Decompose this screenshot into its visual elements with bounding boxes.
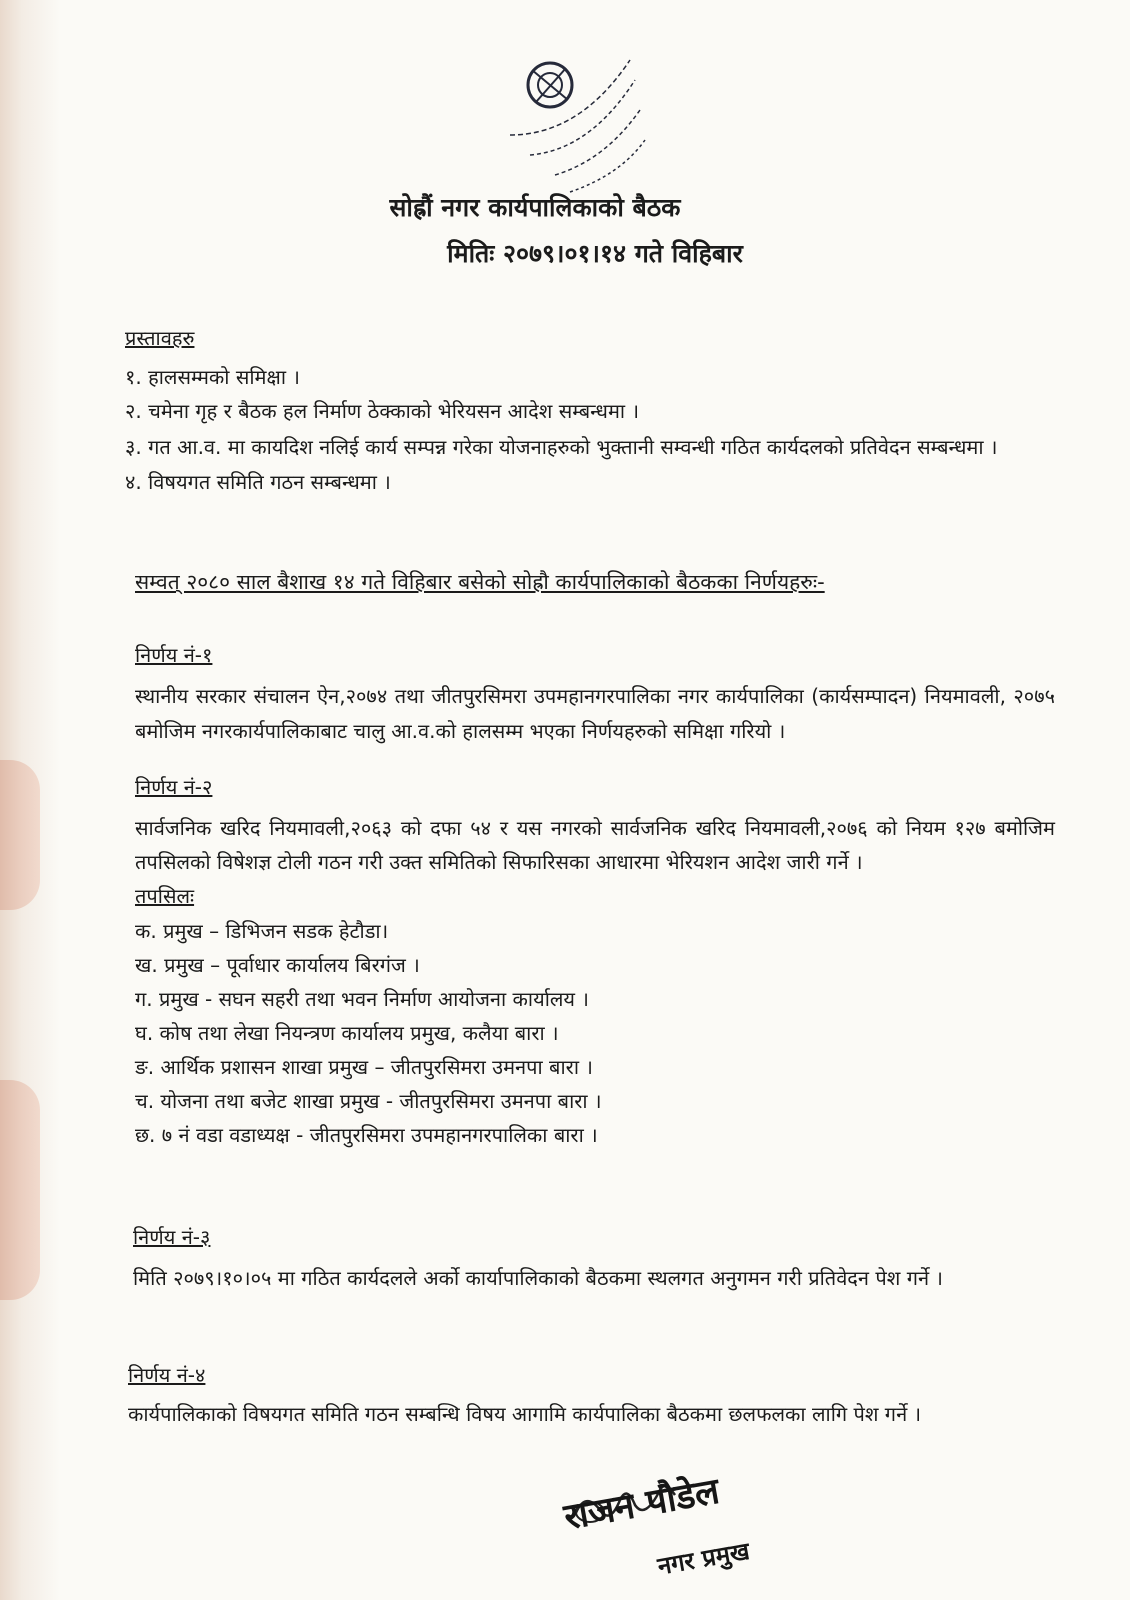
- decision-label: निर्णय नं-४: [128, 1363, 206, 1387]
- decision-text: सार्वजनिक खरिद नियमावली,२०६३ को दफा ५४ र यस नगरको सार्वजनिक खरिद नियमावली,२०७६ को नियम १२७ बमोजिम तपसिलको विषेशज्ञ टोली गठन गरी उक्त समितिको सिफारिसका आधारमा भेरियशन आदेश जारी गर्ने ।: [135, 816, 1055, 874]
- list-item: च. योजना तथा बजेट शाखा प्रमुख - जीतपुरसिमरा उमनपा बारा ।: [135, 1089, 602, 1113]
- proposal-item: २. चमेना गृह र बैठक हल निर्माण ठेक्काको भेरियसन आदेश सम्बन्धमा ।: [125, 399, 640, 423]
- proposals-heading: प्रस्तावहरु: [125, 326, 195, 350]
- signatory-name: राजन पौडेल: [561, 1470, 723, 1539]
- decision-label: निर्णय नं-२: [135, 775, 213, 799]
- decision-text: कार्यपालिकाको विषयगत समिति गठन सम्बन्धि विषय आगामि कार्यपालिका बैठकमा छलफलका लागि पेश गर्ने ।: [128, 1402, 922, 1426]
- decision-2: [135, 772, 1055, 1151]
- proposals-section: [125, 323, 1055, 498]
- decision-label: निर्णय नं-३: [133, 1225, 211, 1249]
- list-item: घ. कोष तथा लेखा नियन्त्रण कार्यालय प्रमुख, कलैया बारा ।: [135, 1021, 559, 1045]
- proposal-item: ३. गत आ.व. मा कायदिश नलिई कार्य सम्पन्न गरेका योजनाहरुको भुक्तानी सम्वन्धी गठित कार्यदलको प्रतिवेदन सम्बन्धमा ।: [125, 435, 998, 459]
- decision-text: मिति २०७९।१०।०५ मा गठित कार्यदलले अर्को कार्यापालिकाको बैठकमा स्थलगत अनुगमन गरी प्रतिवेदन पेश गर्ने ।: [133, 1266, 944, 1290]
- proposal-item: ४. विषयगत समिति गठन सम्बन्धमा ।: [125, 470, 391, 494]
- meeting-title: सोह्रौं नगर कार्यपालिकाको बैठक: [389, 193, 681, 222]
- finger-shadow-bottom: [0, 1080, 40, 1300]
- office-seal: [470, 40, 670, 200]
- finger-shadow-top: [0, 760, 40, 910]
- decision-4: [128, 1360, 1068, 1430]
- list-item: ख. प्रमुख – पूर्वाधार कार्यालय बिरगंज ।: [135, 953, 420, 977]
- list-item: क. प्रमुख – डिभिजन सडक हेटौडा।: [135, 919, 389, 943]
- decision-text: स्थानीय सरकार संचालन ऐन,२०७४ तथा जीतपुरसिमरा उपमहानगरपालिका नगर कार्यपालिका (कार्यसम्पादन) नियमावली, २०७५ बमोजिम नगरकार्यपालिकाबाट चालु आ.व.को हालसम्म भएका निर्णयहरुको समिक्षा गरियो ।: [135, 684, 1055, 743]
- list-item: ङ. आर्थिक प्रशासन शाखा प्रमुख – जीतपुरसिमरा उमनपा बारा ।: [135, 1055, 593, 1079]
- decisions-heading: सम्वत् २०८० साल बैशाख १४ गते विहिबार बसेको सोह्रौ कार्यपालिकाको बैठकका निर्णयहरुः-: [135, 570, 825, 594]
- list-item: छ. ७ नं वडा वडाध्यक्ष - जीतपुरसिमरा उपमहानगरपालिका बारा ।: [135, 1123, 598, 1147]
- decision-3: [133, 1222, 1068, 1296]
- list-item: ग. प्रमुख - सघन सहरी तथा भवन निर्माण आयोजना कार्यालय ।: [135, 987, 589, 1011]
- meeting-date: मितिः २०७९।०१।१४ गते विहिबार: [447, 239, 743, 268]
- signatory-title: नगर प्रमुख: [655, 1536, 752, 1581]
- decision-1: [135, 640, 1055, 749]
- proposal-item: १. हालसम्मको समिक्षा ।: [125, 365, 300, 389]
- decision-label: निर्णय नं-१: [135, 643, 213, 667]
- signature-block: [560, 1470, 840, 1600]
- list-heading: तपसिलः: [135, 884, 195, 908]
